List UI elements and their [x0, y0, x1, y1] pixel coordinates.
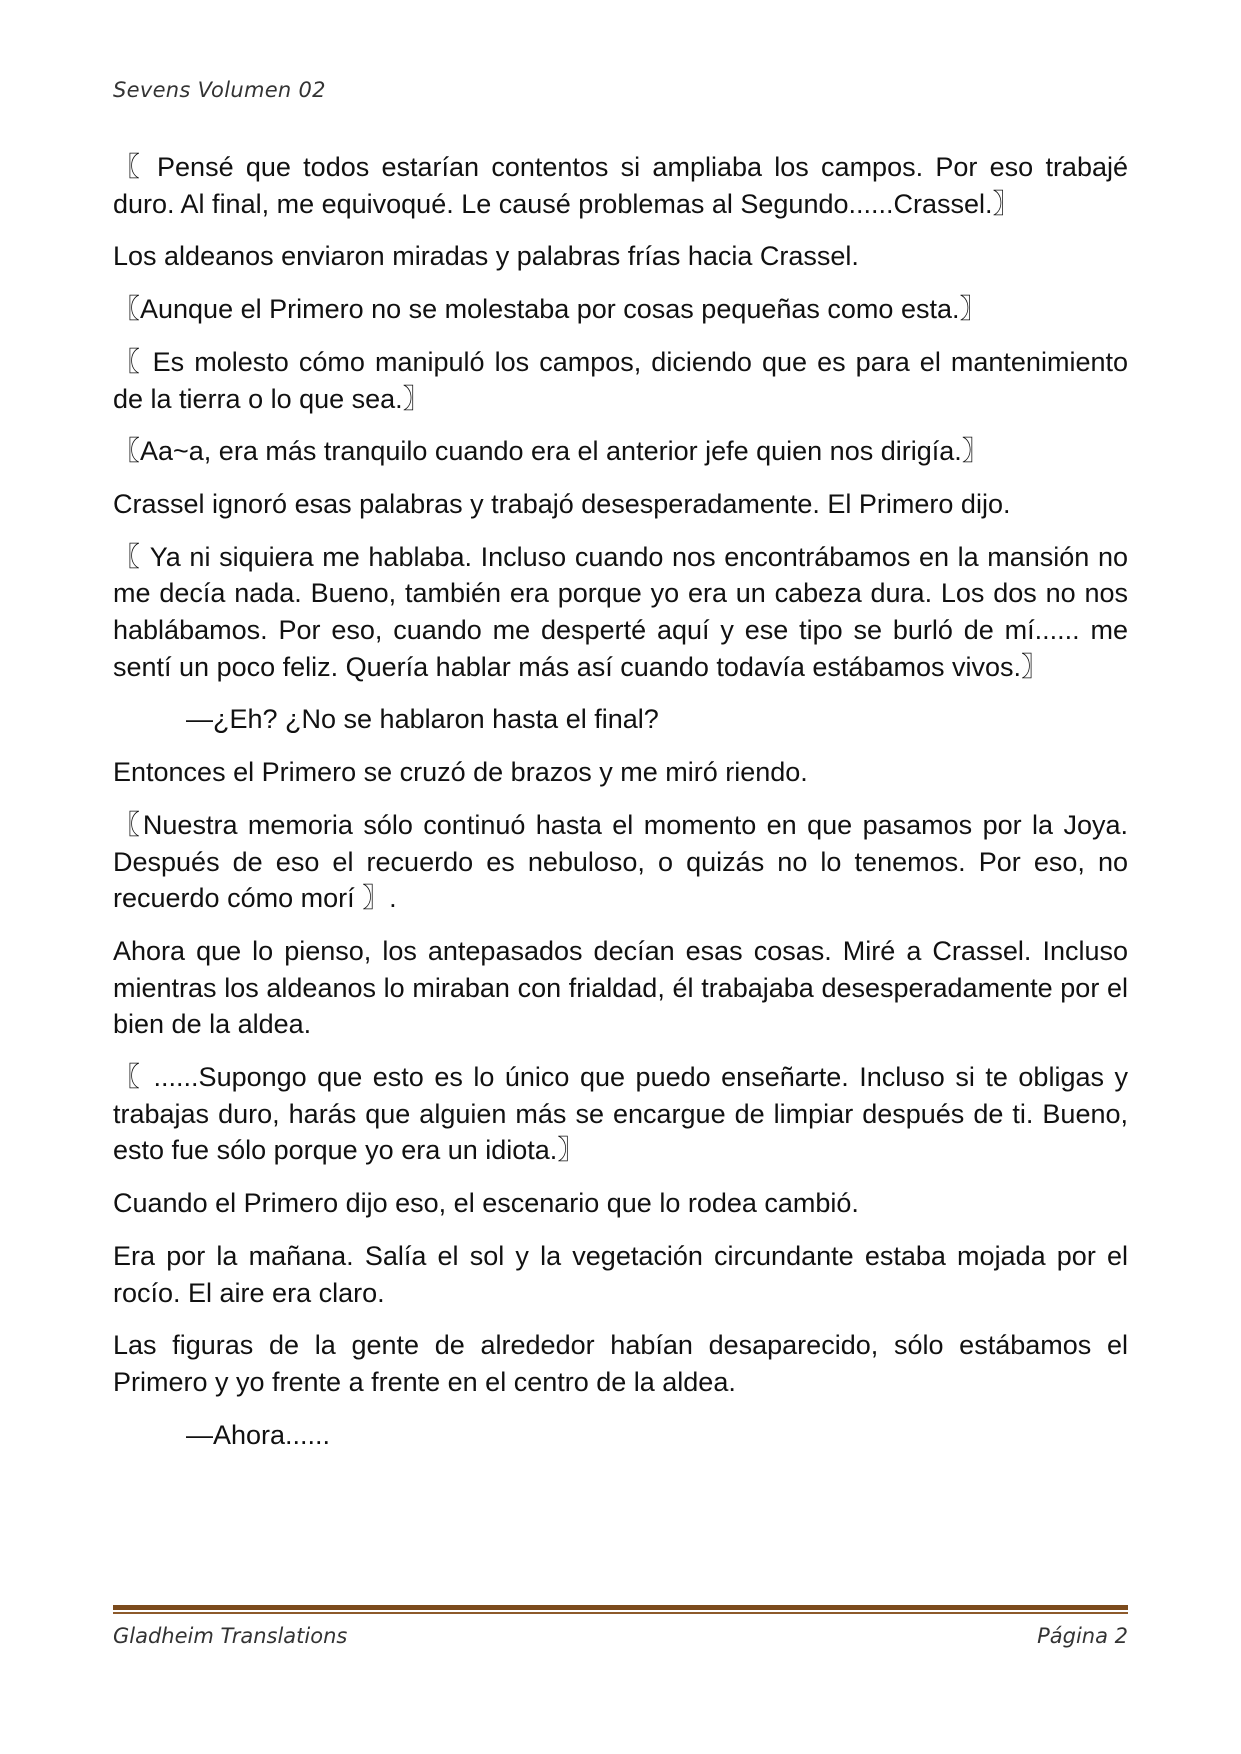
footer-divider-thick [113, 1605, 1128, 1610]
footer-page-number: Página 2 [1037, 1624, 1128, 1648]
paragraph: Crassel ignoró esas palabras y trabajó desesperadamente. El Primero dijo. [113, 488, 1011, 519]
footer-translator-credit: Gladheim Translations [113, 1624, 348, 1648]
paragraph: Los aldeanos enviaron miradas y palabras frías hacia Crassel. [113, 241, 859, 272]
paragraph: 〖 Ya ni siquiera me hablaba. Incluso cuando nos encontrábamos en la mansión no me decía nada. Bueno, también era porque yo era un cabeza dura. Los dos no nos hablábamos. Por eso, cuando me desperté aquí y ese tipo se burló de mí...... me sentí un poco feliz. Quería hablar más así cuando todavía estábamos vivos.〗 [113, 541, 1128, 682]
paragraph: 〖 Pensé que todos estarían contentos si ampliaba los campos. Por eso trabajé duro. Al final, me equivoqué. Le causé problemas al Segundo......Crassel.〗 [113, 152, 1128, 219]
paragraph: 〖Aunque el Primero no se molestaba por cosas pequeñas como esta.〗 [113, 294, 987, 325]
dialogue-line: —Ahora...... [186, 1419, 331, 1450]
paragraph: 〖 ......Supongo que esto es lo único que puedo enseñarte. Incluso si te obligas y trabajas duro, harás que alguien más se encargue de limpiar después de ti. Bueno, esto fue sólo porque yo era un idiota.〗 [113, 1062, 1128, 1166]
paragraph: 〖Nuestra memoria sólo continuó hasta el momento en que pasamos por la Joya. Después de eso el recuerdo es nebuloso, o quizás no lo tenemos. Por eso, no recuerdo cómo morí 〗. [113, 809, 1128, 914]
paragraph: Era por la mañana. Salía el sol y la vegetación circundante estaba mojada por el rocío. El aire era claro. [113, 1240, 1128, 1308]
paragraph: Ahora que lo pienso, los antepasados decían esas cosas. Miré a Crassel. Incluso mientras los aldeanos lo miraban con frialdad, él trabajaba desesperadamente por el bien de la aldea. [113, 935, 1128, 1040]
paragraph: Cuando el Primero dijo eso, el escenario que lo rodea cambió. [113, 1188, 859, 1219]
footer-divider-thin [113, 1612, 1128, 1614]
page-header-title: Sevens Volumen 02 [113, 78, 326, 102]
paragraph: 〖 Es molesto cómo manipuló los campos, diciendo que es para el mantenimiento de la tierra o lo que sea.〗 [113, 346, 1128, 414]
paragraph: Las figuras de la gente de alrededor habían desaparecido, sólo estábamos el Primero y yo frente a frente en el centro de la aldea. [113, 1330, 1128, 1397]
dialogue-line: —¿Eh? ¿No se hablaron hasta el final? [186, 704, 659, 735]
document-body [113, 149, 1128, 1469]
paragraph: 〖Aa~a, era más tranquilo cuando era el anterior jefe quien nos dirigía.〗 [113, 436, 989, 467]
paragraph: Entonces el Primero se cruzó de brazos y me miró riendo. [113, 757, 808, 788]
